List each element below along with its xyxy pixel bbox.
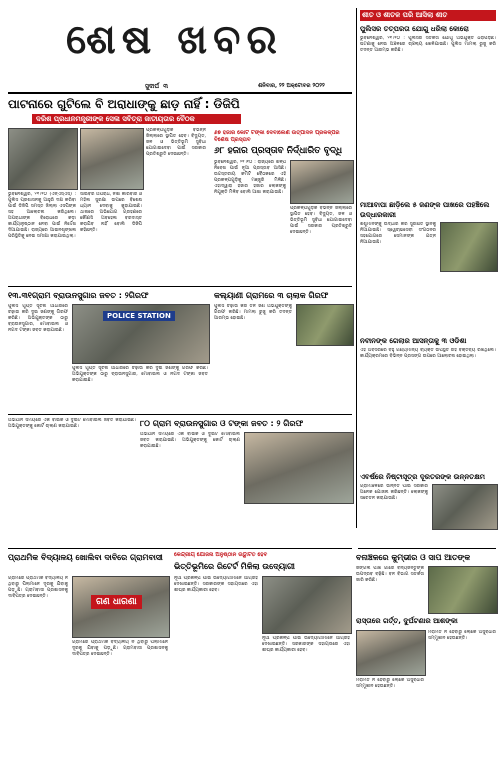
bottom-story2-body: ନୂଆ ପ୍ରକଳ୍ପ ପାଇଁ ଉଦ୍ୟୋଗୀମାନେ ଆଗ୍ରହ ଦେଖାଇଛନ୍ତି। ସରକାରଙ୍କ ସହାୟତାରେ ଏହା ଶୀଘ୍ର କାର୍ଯ୍ୟକାରୀ ହେବ। xyxy=(174,576,258,593)
middle-body-2: ପ୍ରକଳ୍ପଗୁଡ଼ିକ ବିଭିନ୍ନ ଜିଲ୍ଲାରେ ସ୍ଥାପିତ ହେବ। ବିଦ୍ୟୁତ, ଜଳ ଓ ଭିତ୍ତିଭୂମି ସୁବିଧା ଯୋଗାଇଦେବା ପାଇଁ ସରକାର ପ୍ରତିଶ୍ରୁତି ଦେଇଛନ୍ତି। xyxy=(290,206,352,235)
bottom-story2-headline: ଭିତ୍ତିଭୂମିରେ ରିଟେର୍ଟ ମିଳିଲା ଉଦ୍ୟୋଗୀ xyxy=(174,562,295,571)
section-name: ସୁଦୀର୍ଘ xyxy=(145,83,159,90)
middle-headline: ୬୮ ହଜାର ପ୍ରସ୍ତାବ ନିର୍ଦ୍ଧାରିତ ବୃଦ୍ଧି xyxy=(214,146,343,156)
police-station-sign: POLICE STATION xyxy=(103,311,175,321)
divider-left-1 xyxy=(8,286,352,287)
right-story2-body: ଶିଶୁମାନଙ୍କୁ ଉଦ୍ଧାର କରି ସୁରକ୍ଷିତ ସ୍ଥାନକୁ ନିଆଯାଇଛି। ସ୍ୱେଚ୍ଛାସେବୀ ସଂଗଠନର ସହଯୋଗରେ ସେମାନଙ୍କ ଯତ୍ନ ନିଆଯାଉଛି। xyxy=(360,222,436,245)
story4-headline: ୮୦ ଗ୍ରାମ ବ୍ରାଉନସୁଗାର ଓ ଟଙ୍କା ଜବତ : ୨ ଗିରଫ xyxy=(140,419,304,428)
story3-headline: କଲ୍ୟାଣୀ ଗ୍ରାମରେ ୩ ଚାଲାକ ଗିରଫ xyxy=(214,291,329,300)
bottom-story2-body-2: ନୂଆ ପ୍ରକଳ୍ପ ପାଇଁ ଉଦ୍ୟୋଗୀମାନେ ଆଗ୍ରହ ଦେଖାଇଛନ୍ତି। ସରକାରଙ୍କ ସହାୟତାରେ ଏହା ଶୀଘ୍ର କାର୍ଯ୍ୟକାରୀ ହେବ। xyxy=(262,636,350,653)
main-photo-2 xyxy=(80,128,144,190)
masthead-title: ଶେଷ ଖବର xyxy=(66,16,283,63)
divider-left-3 xyxy=(8,548,352,549)
main-photo xyxy=(8,128,78,190)
masthead xyxy=(8,8,348,78)
right-story3-body: ଏହି ଅବସରରେ ବହୁ ଗଣ୍ୟମାନ୍ୟ ବ୍ୟକ୍ତି ଉପସ୍ଥିତ ରହି ବକ୍ତବ୍ୟ ରଖିଥିଲେ। କାର୍ଯ୍ୟକ୍ରମରେ ବିଭିନ୍ନ ପ୍ରସଙ୍ଗ ଉପରେ ଆଲୋଚନା ହୋଇଥିଲା। xyxy=(360,348,496,359)
right-headline: ପୁଲିସର ତତ୍ପରତା ଯୋଗୁ ଧରିଲା କୋରୋ xyxy=(360,25,469,33)
main-subhead: ଦରିଶ ପ୍ରଧାନମନ୍ତ୍ରୀଙ୍କ ସେଳା ସବିତ୍ରା ଜାତୀୟତାର ବୈଠକ xyxy=(32,114,241,124)
right-column-rule xyxy=(356,8,357,528)
bottom-story1-body: ଗ୍ରାମରେ ପ୍ରାଥମିକ ବିଦ୍ୟାଳୟ ନ ଥିବାରୁ ପିଲାମାନେ ଦୂରକୁ ଯିବାକୁ ପଡ଼ୁଛି। ଗ୍ରାମବାସୀ ପ୍ରଶାସନକୁ ଦାବିପତ୍ର ଦେଇଛନ୍ତି। xyxy=(8,576,68,599)
bottom-story4-body-2: ମରାମତି ନ ହେବାରୁ ଲୋକେ ଅସୁବିଧାର ସମ୍ମୁଖୀନ ହେଉଛନ୍ତି। xyxy=(356,678,424,689)
divider-right-bottom xyxy=(358,548,496,549)
story2-body: ପୁଲିସ ଗୁପ୍ତ ସୂଚନା ଆଧାରରେ ଚଢ଼ାଉ କରି ଦୁଇ ଜଣଙ୍କୁ ଗିରଫ କରିଛି। ଅଭିଯୁକ୍ତଙ୍କ ଠାରୁ ବ୍ରାଉନସୁଗାର, ମୋବାଇଲ ଓ ନଗଦ ଟଙ୍କା ଜବତ କରାଯାଇଛି। xyxy=(8,304,68,333)
middle-kicker: ୬୭ ହଜାର କୋଟି ଟଙ୍କା ଦେବାଲେଣ ଉତ୍ପାଦନ ପ୍ରକଳ୍ପର ବିଶେଷ ପ୍ରସ୍ତାବ xyxy=(214,130,340,143)
story4-body: ଅଭିଯାନ ସମୟରେ ଏକ ବାଇକ ଓ ଦୁଇଟି ମୋବାଇଲ ଜବତ କରାଯାଇଛି। ଅଭିଯୁକ୍ତଙ୍କୁ କୋର୍ଟ ଚାଲାଣ କରାଯାଇଛି। xyxy=(140,432,240,449)
story4-photo xyxy=(244,432,354,504)
page-number: ୩ xyxy=(163,83,168,90)
main-body-c: ପ୍ରକଳ୍ପଗୁଡ଼ିକ ବିଭିନ୍ନ ଜିଲ୍ଲାରେ ସ୍ଥାପିତ ହେବ। ବିଦ୍ୟୁତ, ଜଳ ଓ ଭିତ୍ତିଭୂମି ସୁବିଧା ଯୋଗାଇଦେବା ପାଇଁ ସରକାର ପ୍ରତିଶ୍ରୁତି ଦେଇଛନ୍ତି। xyxy=(146,128,206,157)
bottom-story4-body: ମରାମତି ନ ହେବାରୁ ଲୋକେ ଅସୁବିଧାର ସମ୍ମୁଖୀନ ହେଉଛନ୍ତି। xyxy=(428,630,496,641)
right-story2-photo xyxy=(440,222,498,272)
middle-body: ଭୁବନେଶ୍ୱର, ୨୧।୧୦ : ରାଜ୍ୟରେ ଶିଳ୍ପ ନିବେଶ ପାଇଁ ନୂଆ ପ୍ରସ୍ତାବ ଆସିଛି। ଉଚ୍ଚସ୍ତରୀୟ କମିଟି ବୈଠକରେ ଏହି ପ୍ରକଳ୍ପଗୁଡ଼ିକୁ ମଞ୍ଜୁରି ମିଳିଛି। ଏହାଦ୍ୱାରା ହଜାର ହଜାର ଲୋକଙ୍କୁ ନିଯୁକ୍ତି ମିଳିବ ବୋଲି ଆଶା କରାଯାଉଛି। xyxy=(214,160,286,195)
right-story4-headline: ଏବର୍ଷରେ ନିଷ୍ଟାସୂତ୍ର ଦୂରତରଙ୍କ ଉନ୍ନତକ୍ଷମ xyxy=(360,473,486,481)
story3-photo xyxy=(296,304,354,346)
bottom-story3-photo xyxy=(428,566,498,614)
story2-body-2: ପୁଲିସ ଗୁପ୍ତ ସୂଚନା ଆଧାରରେ ଚଢ଼ାଉ କରି ଦୁଇ ଜଣଙ୍କୁ ଗିରଫ କରିଛି। ଅଭିଯୁକ୍ତଙ୍କ ଠାରୁ ବ୍ରାଉନସୁଗାର, ମୋବାଇଲ ଓ ନଗଦ ଟଙ୍କା ଜବତ କରାଯାଇଛି। xyxy=(72,366,208,383)
right-story4-photo xyxy=(432,484,498,530)
right-story3-headline: ନବୀନଙ୍କ ଗେଲାର ଆସନ୍ତାକୁ ୩ ଓଡିଶା xyxy=(360,337,467,345)
bottom-story1-headline: ପ୍ରାଥମିକ ବିଦ୍ୟାଳୟ ଖୋଲିବା ଦାବିରେ ଗ୍ରାମବାସୀ xyxy=(8,553,163,562)
story2-headline: ୧୩.୩୧ଗ୍ରାମ ବ୍ରାଉନସୁଗାର ଜବତ : ୨ଗିରଫ xyxy=(8,291,149,300)
right-story2-headline: ମାଆବାପା ଛାଡ଼ିଲେ ୫ ଜଣଙ୍କ ପାଖରେ ପହଞ୍ଚିଲେ ଉଦ୍ଧାରକାରୀ xyxy=(360,201,490,219)
bottom-story3-headline: ବନାଞ୍ଚଳରେ କୁମ୍ଭୀର ଓ ସାପ ଆତଙ୍କ xyxy=(356,553,471,562)
police-station-photo xyxy=(72,304,210,364)
bottom-story4-photo xyxy=(356,630,426,676)
bottom-story1-body-2: ଗ୍ରାମରେ ପ୍ରାଥମିକ ବିଦ୍ୟାଳୟ ନ ଥିବାରୁ ପିଲାମାନେ ଦୂରକୁ ଯିବାକୁ ପଡ଼ୁଛି। ଗ୍ରାମବାସୀ ପ୍ରଶାସନକୁ ଦାବିପତ୍ର ଦେଇଛନ୍ତି। xyxy=(72,640,168,657)
bottom-story4-headline: ରାସ୍ତାରେ ଗର୍ତ୍ତ, ଦୁର୍ଘଟଣାର ଆଶଙ୍କା xyxy=(356,617,458,625)
middle-photo xyxy=(290,160,354,204)
main-body-a: ଭୁବନେଶ୍ୱର, ୨୧।୧୦ (ଏନ୍‌ଏସ୍‌ଏସ୍) : ପୁଲିସ ପ୍ରଶାସନକୁ ଆହୁରି ଦକ୍ଷ କରିବା ପାଇଁ ଡିଜିପି ସମସ୍ତ ଜିଲ୍ଲା ଏସପିଙ୍କ ସହ ଆଲୋଚନା କରିଥିଲେ। ଅପରାଧୀଙ୍କ ବିରୋଧରେ କଡ଼ା କାର୍ଯ୍ୟାନୁଷ୍ଠାନ ନେବା ପାଇଁ ନିର୍ଦ୍ଦେଶ ଦିଆଯାଇଛି। ରାଜ୍ୟରେ ଆଇନଶୃଙ୍ଖଳା ପରିସ୍ଥିତିକୁ ନେଇ ସମୀକ୍ଷା କରାଯାଇଥିଲା। xyxy=(8,192,76,239)
right-kicker: ଶୀତ ଓ ଶୀତଳ ପରି ଆସିଲା ଶୀତ xyxy=(360,10,496,21)
section-label xyxy=(145,83,168,91)
main-body-b: ସାଇବର ଅପରାଧ, ନିଶା କାରବାର ଓ ମହିଳା ସୁରକ୍ଷା ଉପରେ ବିଶେଷ ଧ୍ୟାନ ଦେବାକୁ କୁହାଯାଇଛି। ଥାନାରେ ଅଭିଯୋଗ ଗ୍ରହଣରେ କୌଣସି ଅବହେଳା ବରଦାସ୍ତ କରାଯିବ ନାହିଁ ବୋଲି ଡିଜିପି କହିଛନ୍ତି। xyxy=(80,192,142,233)
bottom-story2-kicker: କେନ୍ଦ୍ରୀୟ ଯୋଜନା ଅନୁଷ୍ଠାନ ଉଦ୍ଘାଟିତ ହେବ xyxy=(174,552,268,558)
masthead-rule xyxy=(8,92,352,94)
dharana-photo xyxy=(72,576,170,638)
dharana-banner: ଗଣ ଧାରଣା xyxy=(91,595,142,609)
right-body: ଭୁବନେଶ୍ୱର, ୨୧।୧୦ : ପୁଲିସର ସତର୍କତା ଯୋଗୁ ଅଭିଯୁକ୍ତ ଧରାପଡ଼ିଛି। ଘଟଣାକୁ ନେଇ ଅଞ୍ଚଳରେ ଚାଞ୍ଚଲ୍ୟ ଖେଳିଯାଇଛି। ପୁଲିସ ମାମଲା ରୁଜୁ କରି ତଦନ୍ତ ଆରମ୍ଭ କରିଛି। xyxy=(360,36,496,53)
story3-body: ପୁଲିସ ଚଢ଼ାଉ କରି ତିନି ଜଣ ଅଭିଯୁକ୍ତଙ୍କୁ ଗିରଫ କରିଛି। ମାମଲା ରୁଜୁ କରି ତଦନ୍ତ ଆରମ୍ଭ ହୋଇଛି। xyxy=(214,304,292,321)
bottom-story3-body: ଜଙ୍ଗଲ ପାଖ ଗାଁରେ ବନ୍ୟଜନ୍ତୁଙ୍କ ଉପଦ୍ରବ ବଢ଼ିଛି। ବନ ବିଭାଗ ସତର୍କତା ଜାରି କରିଛି। xyxy=(356,566,424,583)
story4-body-left: ଅଭିଯାନ ସମୟରେ ଏକ ବାଇକ ଓ ଦୁଇଟି ମୋବାଇଲ ଜବତ କରାଯାଇଛି। ଅଭିଯୁକ୍ତଙ୍କୁ କୋର୍ଟ ଚାଲାଣ କରାଯାଇଛି। xyxy=(8,418,136,429)
right-story4-body: ଗ୍ରାମାଞ୍ଚଳରେ ଉନ୍ନତି ପାଇଁ ସରକାର ଅନେକ ଯୋଜନା କରିଛନ୍ତି। ଲୋକଙ୍କୁ ସଚେତନ କରାଯାଉଛି। xyxy=(360,484,428,501)
bottom-story2-photo xyxy=(262,576,352,634)
date-line: ଶନିବାର, ୨୨ ଅକ୍ଟୋବର ୨୦୨୨ xyxy=(258,83,325,89)
main-headline: ପାଟନାରେ ଗୁଟିଲେ ବି ଅରାଧାଙ୍କୁ ଛାଡ଼ ନାହିଁ : ଡିଜିପି xyxy=(8,97,240,111)
divider-left-2 xyxy=(8,414,352,415)
